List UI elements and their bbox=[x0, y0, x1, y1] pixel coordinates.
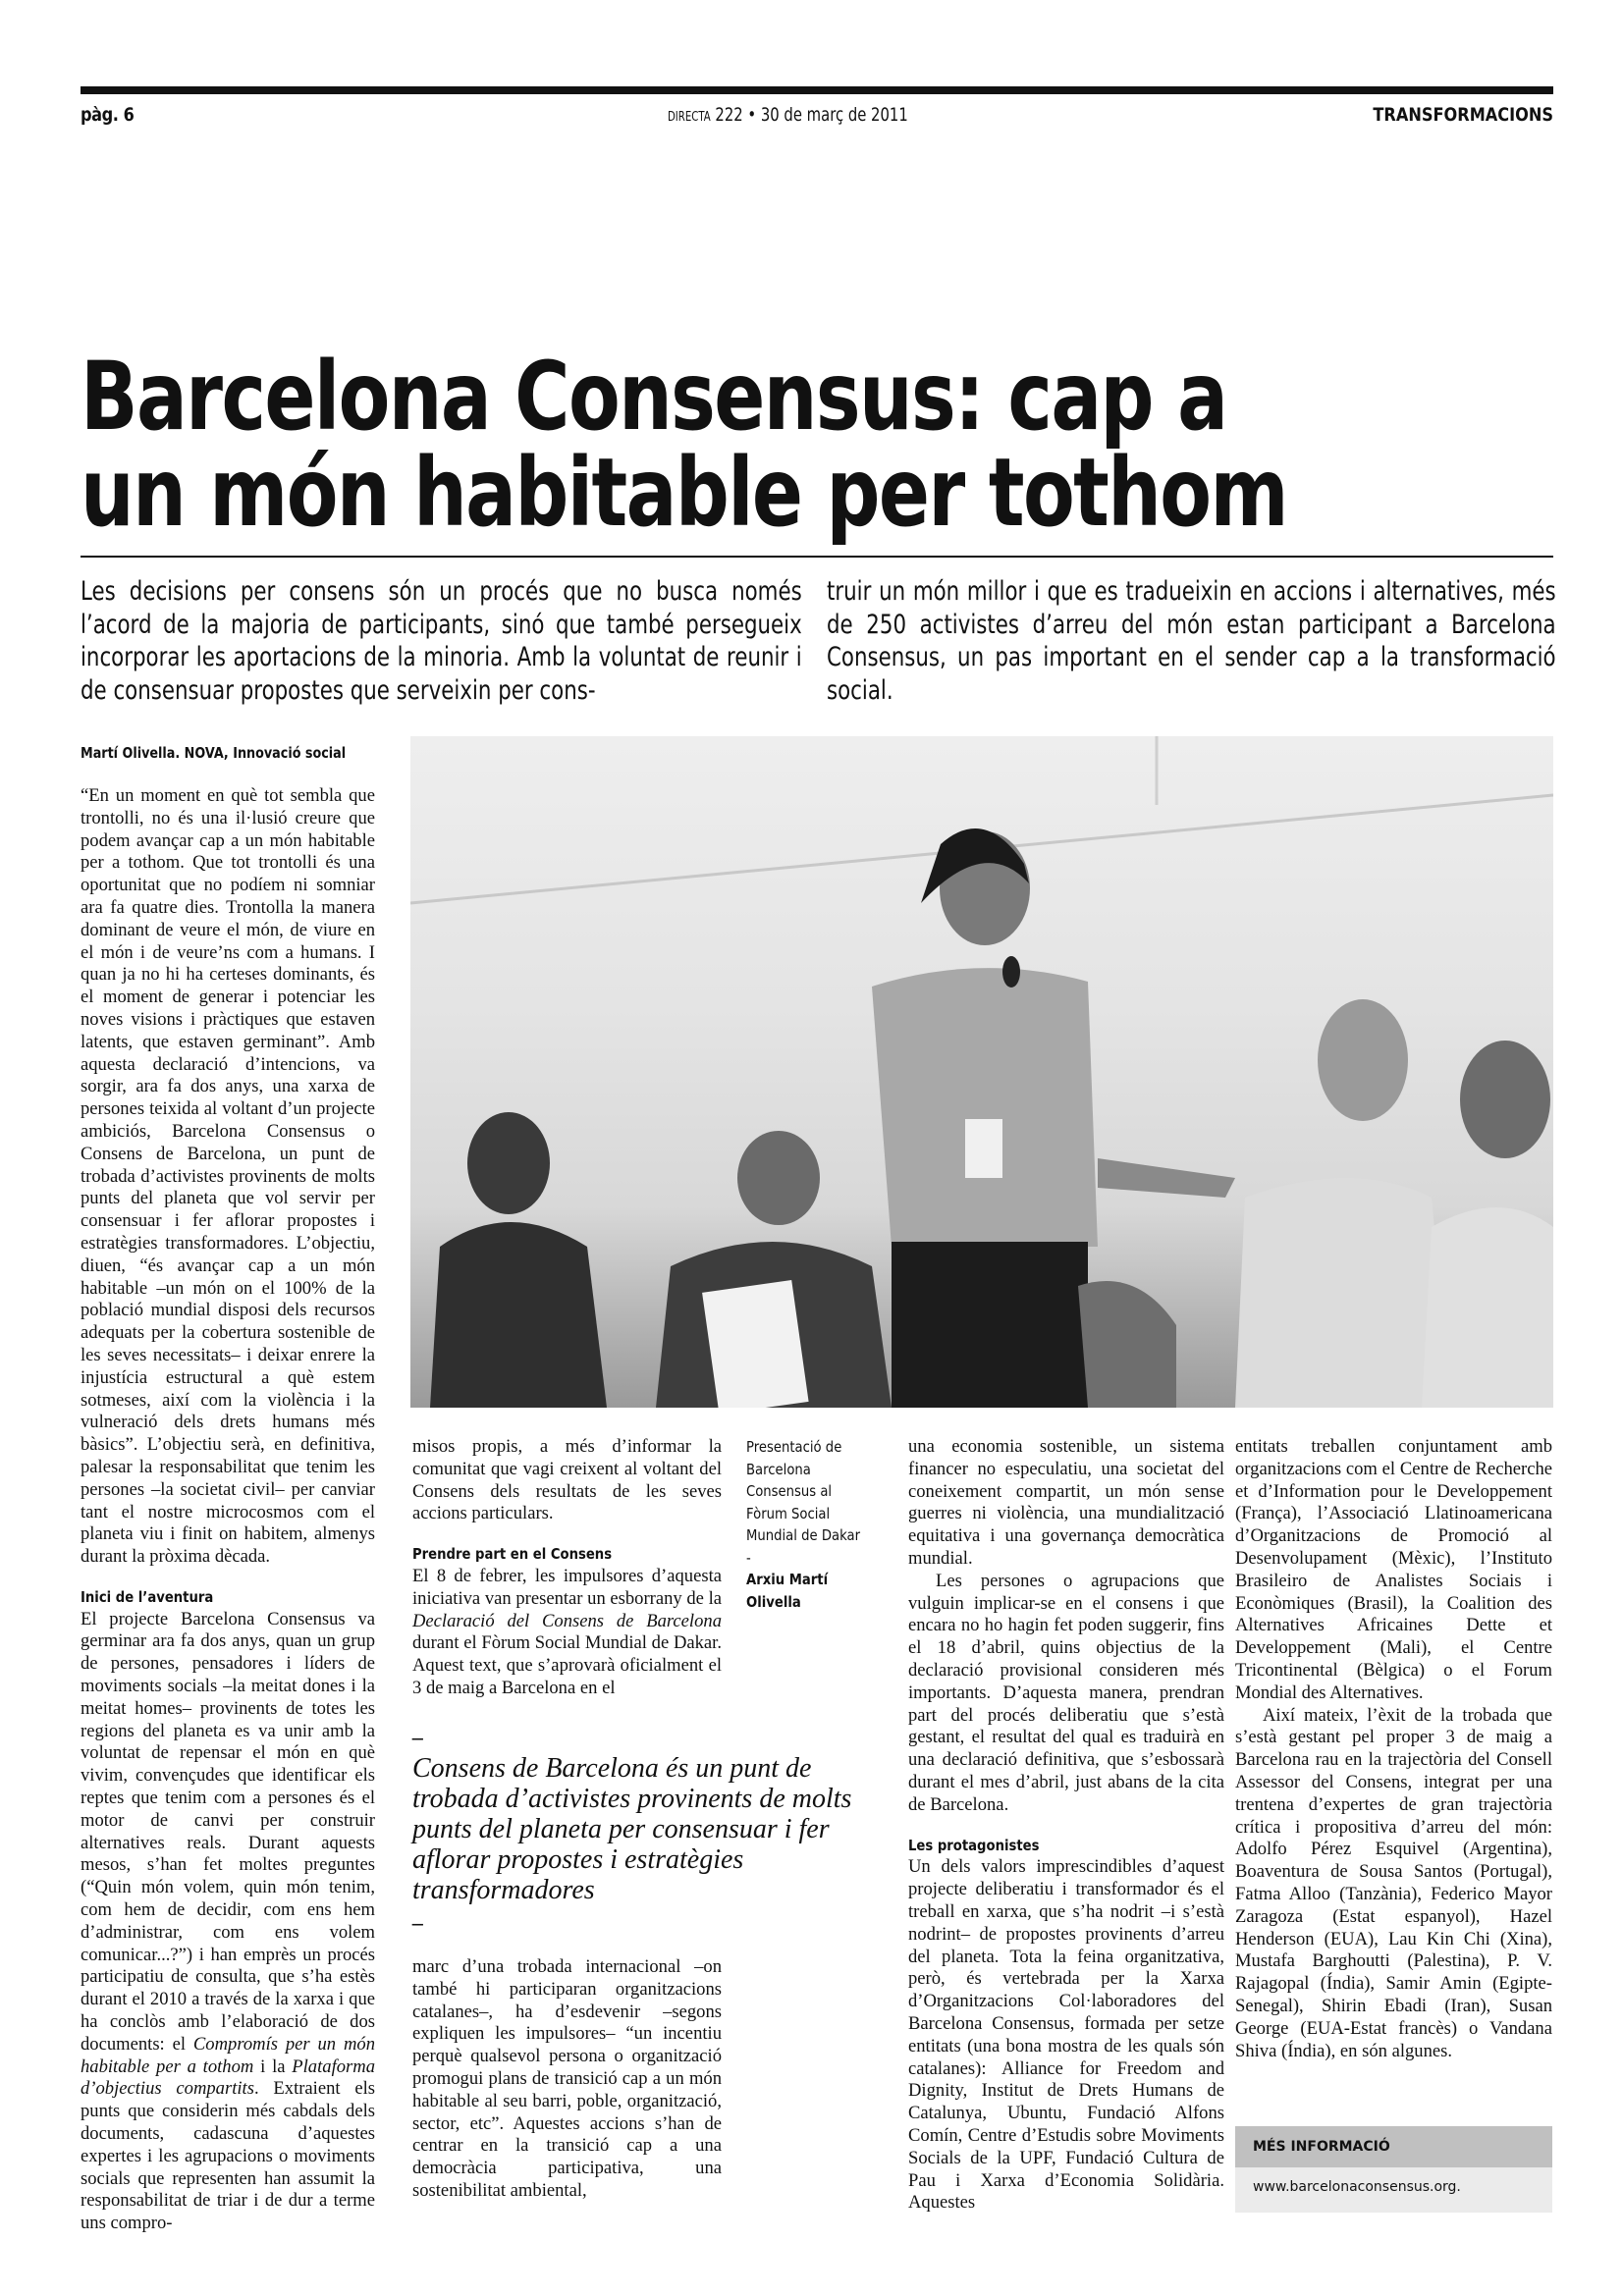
more-info-box bbox=[1235, 2126, 1552, 2213]
article-column-3 bbox=[908, 1436, 1224, 2215]
headline bbox=[81, 342, 1416, 548]
body-paragraph: “En un moment en què tot sembla que trontolli, no és una il·lusió creure que podem avançar cap a un món habitable per a tothom. Que tot trontolli és una oportunitat que no podíem ni somniar ara fa quatre dies. Trontolla la manera dominant de veure el món, de viure en el món i de veure’ns com a humans. I quan ja no hi ha certeses dominants, és el moment de generar i potenciar les noves visions i pràctiques que estaven latents, que estaven germinant”. Amb aquesta declaració d’intencions, va sorgir, ara fa dos anys, una xarxa de persones teixida al voltant d’un projecte ambiciós, Barcelona Consensus o Consens de Barcelona, un punt de trobada d’activistes provinents de molts punts del planeta que vol servir per consensuar i fer aflorar propostes i estratègies transformadores. L’objectiu, diuen, “és avançar cap a un món habitable –un món on el 100% de la població mundial disposi dels recursos adequats per la cobertura sostenible de les seves necessitats– i deixar enrere la injustícia estructural a què estem sotmeses, així com la violència i la vulneració dels drets humans més bàsics”. L’objectiu serà, en definitiva, palesar la responsabilitat que tenim les persones –la societat civil– per canviar tant el nostre microcosmos com el planeta viu i finit on habitem, almenys durant la pròxima dècada. bbox=[81, 785, 375, 1568]
headline-line-1: Barcelona Consensus: cap a bbox=[81, 342, 1227, 452]
body-paragraph: El 8 de febrer, les impulsores d’aquesta iniciativa van presentar un esborrany de la Declaració del Consens de Barcelona durant el Fòrum Social Mundial de Dakar. Aquest text, que s’aprovarà oficialment el 3 de maig a Barcelona en el bbox=[412, 1565, 722, 1698]
article-photo bbox=[410, 736, 1553, 1408]
lead-paragraph-right: truir un món millor i que es tradueixin en accions i alternatives, més de 250 activistes d’arreu del món estan participant a Barcelona Consensus, un pas important en el sender cap a la transformació social. bbox=[827, 576, 1556, 706]
more-info-link[interactable]: www.barcelonaconsensus.org. bbox=[1235, 2167, 1552, 2213]
issue-number: 222 bbox=[715, 104, 743, 126]
issue-date: 30 de març de 2011 bbox=[760, 104, 908, 126]
issue-info bbox=[668, 104, 908, 126]
issue-brand: DIRECTA bbox=[668, 110, 711, 125]
section-title: TRANSFORMACIONS bbox=[1373, 104, 1553, 126]
subheading-inici: Inici de l’aventura bbox=[81, 1587, 214, 1606]
body-paragraph: Així mateix, l’èxit de la trobada que s’està gestant pel proper 3 de maig a Barcelona rau en la trajectòria del Consell Assessor del Consens, integrat per una trentena d’expertes de gran trajectòria crítica i propositiva d’arreu del món: Adolfo Pérez Esquivel (Argentina), Boaventura de Sousa Santos (Portugal), Fatma Alloo (Tanzània), Federico Mayor Zaragoza (Estat espanyol), Hazel Henderson (EUA), Lau Kin Chi (Xina), Mustafa Barghoutti (Palestina), P. V. Rajagopal (Índia), Samir Amin (Egipte-Senegal), Shirin Ebadi (Iran), Susan George (EUA-Estat francès) o Vandana Shiva (Índia), en són algunes. bbox=[1235, 1704, 1552, 2061]
article-column-2 bbox=[412, 1436, 722, 1700]
document-title: Declaració del Consens de Barcelona bbox=[412, 1610, 722, 1631]
photo-credit: Arxiu Martí Olivella bbox=[746, 1571, 829, 1611]
headline-rule bbox=[81, 556, 1553, 558]
subheading-prendre-part: Prendre part en el Consens bbox=[412, 1545, 613, 1564]
caption-separator: - bbox=[746, 1548, 751, 1567]
body-paragraph: Les persones o agrupacions que vulguin implicar-se en el consens i que encara no ho hagin fet poden suggerir, fins el 18 d’abril, quins objectius de la declaració provisional consideren més importants. D’aquesta manera, prendran part del procés deliberatiu que s’està gestant, el resultat del qual es traduirà en una declaració definitiva, que s’esbossarà durant el mes d’abril, just abans de la cita de Barcelona. bbox=[908, 1570, 1224, 1815]
article-column-4 bbox=[1235, 1436, 1552, 2062]
caption-text: Presentació de Barcelona Consensus al Fòrum Social Mundial de Dakar bbox=[746, 1438, 861, 1544]
more-info-title: MÉS INFORMACIÓ bbox=[1235, 2126, 1552, 2167]
issue-separator: • bbox=[747, 104, 757, 126]
article-column-1 bbox=[81, 785, 375, 2235]
photo-caption bbox=[746, 1436, 867, 1613]
document-title: Compromís per un món habitable per a tothom bbox=[81, 2033, 375, 2077]
body-paragraph: entitats treballen conjuntament amb organitzacions com el Centre de Recherche et d’Information pour le Developpement (França), l’Associació Llatinoamericana d’Organitzacions de Promoció al Desenvolupament (Mèxic), l’Instituto Brasileiro de Analistes Sociais i Econòmiques (Brasil), la Coalition des Alternatives Africaines Dette et Developpement (Mali), el Centre Tricontinental (Bèlgica) o el Forum Mondial des Alternatives. bbox=[1235, 1436, 1552, 1703]
pullquote-text: Consens de Barcelona és un punt de trobada d’activistes provinents de molts punts del planeta per consensuar i fer aflorar propostes i estratègies transformadores bbox=[412, 1753, 852, 1905]
body-paragraph: Un dels valors imprescindibles d’aquest projecte deliberatiu i transformador és el treball en xarxa, que s’ha nodrit –i s’està nodrint– de propostes provinents d’arreu del planeta. Tota la feina organitzativa, però, és vertebrada per la Xarxa d’Organitzacions Col·laboradores del Barcelona Consensus, formada per setze entitats (una bona mostra de les quals són catalanes): Alliance for Freedom and Dignity, Institut de Drets Humans de Catalunya, Ubuntu, Fundació Alfons Comín, Centre d’Estudis sobre Moviments Socials de la UPF, Fundació Cultura de Pau i Xarxa d’Economia Solidària. Aquestes bbox=[908, 1856, 1224, 2214]
top-rule bbox=[81, 86, 1553, 94]
article-column-2-continued bbox=[412, 1956, 722, 2203]
pullquote-dash-top: – bbox=[412, 1725, 423, 1749]
body-paragraph: una economia sostenible, un sistema financer no especulatiu, una societat del coneixement compartit, un món sense guerres ni violència, una mundialització equitativa i una governança democràtica mundial. bbox=[908, 1436, 1224, 1569]
document-title: Plataforma d’objectius compartits bbox=[81, 2056, 375, 2100]
pullquote-dash-bottom: – bbox=[412, 1910, 423, 1935]
body-paragraph: misos propis, a més d’informar la comunitat que vagi creixent al voltant del Consens dels resultats de les seves accions particulars. bbox=[412, 1436, 722, 1524]
body-paragraph: El projecte Barcelona Consensus va germinar ara fa dos anys, quan un grup de persones, pensadores i líders de moviments socials –la meitat dones i la meitat homes– provinents de totes les regions del planeta es va unir amb la voluntat de repensar el món en què vivim, convençudes que identificar els reptes que tenim com a persones és el motor de canvi per construir alternatives reals. Durant aquests mesos, s’han fet moltes preguntes (“Quin món volem, quin món tenim, com hem de decidir, com ens hem d’administrar, com ens volem comunicar...?”) i han emprès un procés participatiu de consulta, que s’ha estès durant el 2010 a través de la xarxa i que ha conclòs amb l’elaboració de dos documents: el Compromís per un món habitable per a tothom i la Plataforma d’objectius compartits. Extraient els punts que considerin més cabdals dels documents, cadascuna d’aquestes expertes i les agrupacions o moviments socials que representen han assumit la responsabilitat de triar i de dur a terme uns compro- bbox=[81, 1608, 376, 2234]
page-number: pàg. 6 bbox=[81, 104, 135, 126]
subheading-protagonistes: Les protagonistes bbox=[908, 1836, 1040, 1854]
lead-paragraph-left: Les decisions per consens són un procés que no busca només l’acord de la majoria de participants, sinó que també persegueix incorporar les aportacions de la minoria. Amb la voluntat de reunir i de consensuar propostes que serveixin per cons- bbox=[81, 576, 802, 706]
byline: Martí Olivella. NOVA, Innovació social bbox=[81, 744, 347, 762]
photo-illustration bbox=[410, 736, 1553, 1408]
body-paragraph: marc d’una trobada internacional –on també hi participaran organitzacions catalanes–, ha d’esdevenir –segons expliquen les impulsores– “un incentiu perquè qualsevol persona o organització promogui plans de transició cap a un món habitable al seu barri, poble, organització, sector, etc”. Aquestes accions s’han de centrar en la transició cap a una democràcia participativa, una sostenibilitat ambiental, bbox=[412, 1956, 722, 2201]
pull-quote bbox=[412, 1725, 903, 1935]
headline-line-2: un món habitable per tothom bbox=[81, 438, 1287, 548]
